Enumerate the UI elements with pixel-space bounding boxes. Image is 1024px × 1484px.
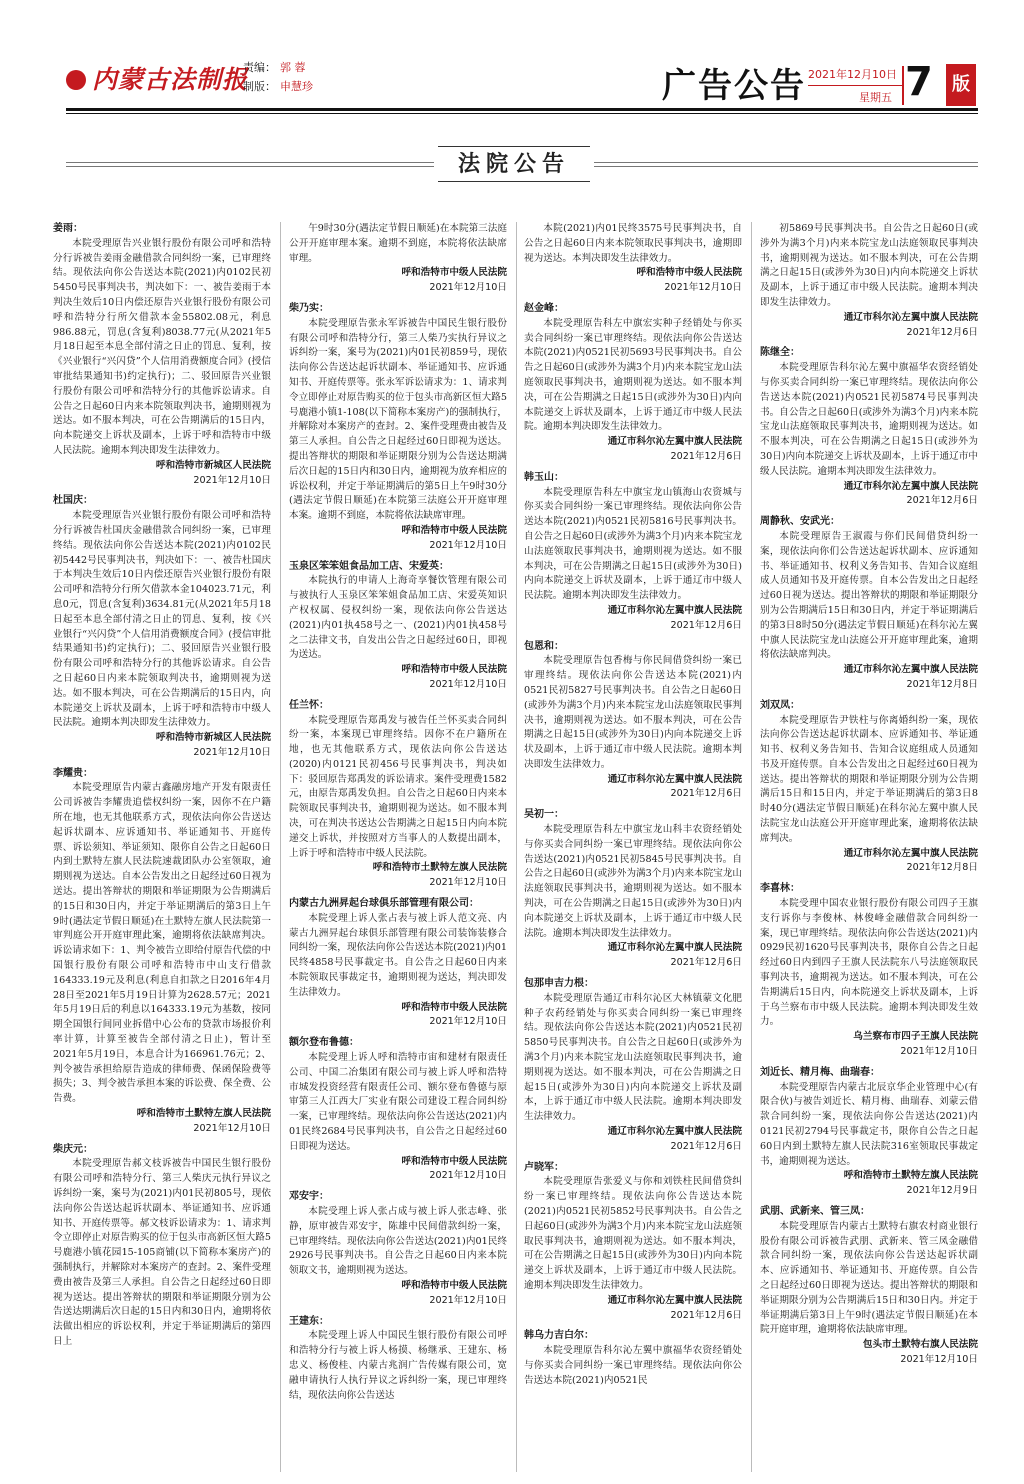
notice-date: 2021年12月10日: [429, 1016, 507, 1028]
court-notice: [524, 222, 742, 296]
banner-line-right-2: [594, 166, 978, 167]
court-notice: [760, 882, 978, 1060]
court-notice: [760, 699, 978, 877]
notice-body: 本院受理原告王淑霞与你们民间借贷纠纷一案，现依法向你们公告送达起诉状副本、应诉通知书、举证通知书、权利义务告知书、告知合议庭组成人员通知书及开庭传票。自本公告发出之日起经过60日视为送达。提出答辩状的期限和举证期限分别为公告期满后15日和30日内，并定于举证期满后的第3日8时50分(遇法定节假日顺延)在科尔沁左翼中旗人民法院宝龙山法庭公开开庭审理此案，逾期将依法缺席判决。: [760, 530, 978, 661]
notice-court: 呼和浩特市中级人民法院: [401, 524, 507, 536]
notice-body: 本院受理中国农业银行股份有限公司四子王旗支行诉你与李俊林、林俊峰金融借款合同纠纷一案，现已审理终结。现依法向你公告送达(2021)内0929民初1620号民事判决书，限你自公告之日起经过60日内到四子王旗人民法院东八号法庭领取民事判决书，逾期视为送达。如不服本判决，可在公告期满后15日内，向本院递交上诉状及副本，上诉于乌兰察布市中级人民法院。逾期本判决即发生效力。: [760, 898, 978, 1028]
notice-court: 呼和浩特市中级人民法院: [401, 1279, 507, 1291]
editor-label: 责编：: [243, 61, 276, 74]
notice-court: 包头市土默特右旗人民法院: [862, 1339, 978, 1351]
notice-date: 2021年12月10日: [193, 1122, 271, 1134]
notice-body: 本院受理原告包香梅与你民间借贷纠纷一案已审理终结。现依法向你公告送达本院(2021)内0521民初5827号民事判决书。自公告之日起60日(或涉外为满3个月)内来本院宝龙山法庭领取民事判决书，逾期则视为送达。如不服本判决，可在公告期满之日起15日(或涉外为30日)内向本院递交上诉状及副本，上诉于通辽市中级人民法院。逾期本判决即发生法律效力。: [524, 655, 742, 770]
notice-court: 呼和浩特市中级人民法院: [636, 267, 742, 279]
notice-party: 姜雨：: [53, 223, 83, 234]
notice-date: 2021年12月10日: [429, 678, 507, 690]
court-notice-banner: [438, 146, 590, 182]
logo-text: 内蒙古法制报: [92, 65, 249, 94]
banner-title: 法院公告: [457, 151, 570, 177]
court-notice: [53, 222, 271, 488]
notice-date: 2021年12月10日: [429, 539, 507, 551]
notice-date: 2021年12月10日: [193, 474, 271, 486]
column-divider: [516, 222, 517, 1472]
notice-court: 呼和浩特市新城区人民法院: [155, 732, 271, 744]
court-notice: [289, 699, 507, 891]
page-suffix-badge: 版: [946, 64, 976, 106]
notice-party: 邓安宇：: [289, 1191, 329, 1203]
notice-court: 呼和浩特市中级人民法院: [401, 1001, 507, 1013]
notice-body: 本院受理原告兴业银行股份有限公司呼和浩特分行诉被告杜国庆金融借款合同纠纷一案，已审理终结。现依法向你公告送达本院(2021)内0102民初5442号民事判决书，判决如下：一、被告杜国庆于本判决生效后10日内偿还原告兴业银行股份有限公司呼和浩特分行所欠借款本金104023.71元，利息0元，罚息(含复利)3634.81元(从2021年5月18日起至本息全部付清之日止的罚息、复利，按《兴业银行“兴闪贷”个人信用消费额度合同》(授信审批结果通知书)约定执行)；二、驳回原告兴业银行股份有限公司呼和浩特分行的其他诉讼请求。自公告之日起60日内来本院领取判决书，逾期则视为送达。如不服本判决，可在公告期满后的15日内，向本院递交上诉状及副本，上诉于呼和浩特市中级人民法院。逾期本判决即发生法律效力。: [53, 510, 271, 729]
notice-date: 2021年12月10日: [429, 282, 507, 294]
notice-body: 本院受理原告科左中旗宝龙山镇海山农资城与你买卖合同纠纷一案已审理终结。现依法向你公告送达本院(2021)内0521民初5816号民事判决书。自公告之日起60日(或涉外为满3个月)内来本院宝龙山法庭领取民事判决书，逾期则视为送达。如不服本判决，可在公告期满之日起15日(或涉外为30日)内向本院递交上诉状及副本，上诉于通辽市中级人民法院。逾期本判决即发生法律效力。: [524, 486, 742, 602]
notice-party: 赵金峰：: [524, 302, 564, 314]
notice-party: 玉泉区笨笨姐食品加工店、宋爱英：: [289, 560, 449, 572]
notice-date: 2021年12月10日: [900, 1353, 978, 1365]
producer-label: 制版：: [243, 80, 276, 93]
notice-party: 刘双凤：: [760, 699, 800, 711]
notice-party: 杜国庆：: [53, 495, 93, 507]
court-notice: [289, 1190, 507, 1308]
notice-court: 通辽市科尔沁左翼中旗人民法院: [607, 604, 742, 616]
notice-body: 本院受理上诉人中国民生银行股份有限公司呼和浩特分行与被上诉人杨摸、杨继承、王建东、杨忠义、杨俊桂、内蒙古兆润广告传媒有限公司，宽融申请执行人执行异议之诉纠纷一案，现已审理终结，现依法向你公告送达: [289, 1330, 507, 1401]
notice-party: 柴庆元：: [53, 1143, 93, 1155]
notice-court: 通辽市科尔沁左翼中旗人民法院: [843, 480, 978, 492]
court-notice: [53, 767, 271, 1137]
notice-party: 王建东：: [289, 1315, 329, 1327]
court-notice: [760, 346, 978, 509]
notice-date: 2021年12月10日: [429, 877, 507, 889]
notice-party: 刘近长、精月梅、曲瑞春：: [760, 1066, 880, 1078]
notice-court: 通辽市科尔沁左翼中旗人民法院: [607, 773, 742, 785]
notice-party: 李耀贵：: [53, 767, 93, 779]
court-notice: [53, 494, 271, 760]
notice-body: 本院受理上诉人张占成与被上诉人张志峰、张静，原审被告邓安宇，陈雄中民间借款纠纷一案，已审理终结。现依法向你公告送达(2021)内01民终2926号民事判决书。自公告之日起60日内来本院领取文书，逾期则视为送达。: [289, 1206, 507, 1277]
issue-date-box: [808, 66, 904, 105]
notice-column-1: [53, 222, 271, 1472]
notice-party: 包恩和：: [524, 640, 564, 652]
notice-date: 2021年12月6日: [906, 326, 978, 338]
notice-party: 柴乃实：: [289, 302, 329, 314]
notice-party: 内蒙古九洲昇起台球俱乐部管理有限公司：: [289, 898, 479, 910]
editor-line: [243, 58, 313, 77]
notice-party: 任兰怀：: [289, 699, 329, 711]
notice-date: 2021年12月10日: [664, 282, 742, 294]
editor-name: 郭 蓉: [280, 61, 306, 74]
issue-date: 2021年12月10日: [808, 66, 902, 86]
notice-date: 2021年12月6日: [670, 619, 742, 631]
notice-column-3: [524, 222, 742, 1472]
court-notice: [524, 1161, 742, 1324]
court-notice: [289, 1036, 507, 1184]
notice-court: 通辽市科尔沁左翼中旗人民法院: [607, 1126, 742, 1138]
notice-body: 本院受理原告科左中旗宏实种子经销处与你买卖合同纠纷一案已审理终结。现依法向你公告送达本院(2021)内0521民初5693号民事判决书。自公告之日起60日(或涉外为满3个月)内来本院宝龙山法庭领取民事判决书，逾期则视为送达。如不服本判决，可在公告期满之日起15日(或涉外为30日)内向本院递交上诉状及副本，上诉于通辽市中级人民法院。逾期本判决即发生法律效力。: [524, 317, 742, 433]
notice-body: 本院受理原告科尔沁左翼中旗福华农资经销处与你买卖合同纠纷一案已审理终结。现依法向你公告送达本院(2021)内0521民初5874号民事判决书。自公告之日起60日(或涉外为满3个月)内来本院宝龙山法庭领取民事判决书，逾期则视为送达。如不服本判决，可在公告期满之日起15日(或涉外为30日)内向本院递交上诉状及副本，上诉于通辽市中级人民法院。逾期本判决即发生法律效力。: [760, 362, 978, 477]
banner-line-left-2: [66, 166, 434, 167]
header-rule-thin: [66, 113, 978, 114]
notice-date: 2021年12月6日: [670, 1309, 742, 1321]
notice-court: 通辽市科尔沁左翼中旗人民法院: [607, 436, 742, 448]
notice-date: 2021年12月10日: [429, 1170, 507, 1182]
court-notice: [289, 302, 507, 554]
court-notice: [524, 471, 742, 634]
column-divider: [280, 222, 281, 1472]
notice-court: 通辽市科尔沁左翼中旗人民法院: [607, 942, 742, 954]
notice-body: 本院受理上诉人张占表与被上诉人范文亮、内蒙古九洲昇起台球俱乐部管理有限公司装饰装修合同纠纷一案，现依法向你公告送达本院(2021)内01民终4858号民事裁定书。自公告之日起60日内来本院领取民事裁定书，逾期则视为送达，判决即发生法律效力。: [289, 912, 507, 998]
court-notice: [53, 1143, 271, 1350]
court-notice: [760, 222, 978, 340]
notice-court: 呼和浩特市中级人民法院: [401, 267, 507, 279]
court-notice: [760, 515, 978, 693]
court-notice: [760, 1205, 978, 1368]
notice-court: 通辽市科尔沁左翼中旗人民法院: [843, 311, 978, 323]
notice-party: 额尔登布鲁德：: [289, 1037, 359, 1049]
notice-court: 通辽市科尔沁左翼中旗人民法院: [843, 664, 978, 676]
court-notice: [524, 302, 742, 465]
notice-column-4: [760, 222, 978, 1472]
notice-party: 韩乌力吉白尔：: [524, 1330, 594, 1342]
notice-court: 乌兰察布市四子王旗人民法院: [853, 1031, 978, 1043]
notice-court: 通辽市科尔沁左翼中旗人民法院: [607, 1294, 742, 1306]
notice-date: 2021年12月6日: [906, 495, 978, 507]
court-notice: [289, 1315, 507, 1404]
notice-court: 呼和浩特市中级人民法院: [401, 1155, 507, 1167]
logo-emblem-icon: [66, 70, 86, 90]
producer-line: [243, 77, 313, 96]
newspaper-logo: [66, 60, 248, 96]
notice-body: 本院受理原告张永军诉被告中国民生银行股份有限公司呼和浩特分行，第三人柴乃实执行异议之诉纠纷一案，案号为(2021)内01民初859号，现依法向你公告送达起诉状副本、举证通知书、应诉通知书、开庭传票等。张永军诉讼请求为：1、请求判令立即停止对原告购买的位于包头市高新区恒大路5号鹿港小镇1-108(以下简称本案房产)的强制执行，并解除对本案房产的查封。2、案件受理费由被告及第三人承担。自公告之日起经过60日即视为送达。提出答辩状的期限和举证期限分别为公告送达期满后次日起的15日内和30日内，逾期视为放弃相应的诉讼权利，并定于举证期满后的第5日上午9时30分(遇法定节假日顺延)在本院第三法庭公开开庭审理本案。逾期不到庭，本院将依法缺席审理。: [289, 317, 507, 522]
notice-party: 包那申吉力根：: [524, 978, 594, 990]
notice-date: 2021年12月8日: [906, 862, 978, 874]
producer-name: 申慧珍: [280, 80, 313, 93]
court-notice: [289, 222, 507, 296]
notice-party: 周静秋、安武光：: [760, 516, 840, 528]
notice-body: 本院受理原告科尔沁左翼中旗福华农资经销处与你买卖合同纠纷一案已审理终结。现依法向你公告送达本院(2021)内0521民: [524, 1345, 742, 1386]
banner-line-left: [66, 162, 434, 163]
column-divider: [751, 222, 752, 1472]
court-notice: [289, 560, 507, 693]
notice-column-2: [289, 222, 507, 1472]
notice-body: 午9时30分(遇法定节假日顺延)在本院第三法庭公开开庭审理本案。逾期不到庭，本院将依法缺席审理。: [289, 223, 507, 264]
notice-body: 本院受理原告尹铁柱与你离婚纠纷一案，现依法向你公告送达起诉状副本、应诉通知书、举证通知书、权利义务告知书、告知合议庭组成人员通知书及开庭传票。自本公告发出之日起经过60日视为送达。提出答辩状的期限和举证期限分别为公告期满后15日和15日内，并定于举证期满后的第3日8时40分(遇法定节假日顺延)在科尔沁左翼中旗人民法院宝龙山法庭公开开庭审理此案，逾期将依法缺席判决。: [760, 714, 978, 844]
notice-date: 2021年12月6日: [670, 450, 742, 462]
section-title: 广告公告: [662, 66, 806, 106]
notice-party: 李喜林：: [760, 883, 800, 895]
notice-body: 本院受理原告张爱义与你和刘铁柱民间借贷纠纷一案已审理终结。现依法向你公告送达本院(2021)内0521民初5852号民事判决书。自公告之日起60日(或涉外为满3个月)内来本院宝龙山法庭领取民事判决书，逾期则视为送达。如不服本判决，可在公告期满之日起15日(或涉外为30日)内向本院递交上诉状及副本，上诉于通辽市中级人民法院。逾期本判决即发生法律效力。: [524, 1176, 742, 1291]
notice-body: 本院受理上诉人呼和浩特市宙和建材有限责任公司、中国二冶集团有限公司与被上诉人呼和浩特市城发投资经营有限责任公司、额尔登布鲁德与原审第三人江西大厂实业有限公司建设工程合同纠纷一案，已审理终结。现依法向你公告送达(2021)内01民终2684号民事判决书，自公告之日起经过60日即视为送达。: [289, 1052, 507, 1152]
masthead: [0, 0, 1024, 110]
notice-body: 本院受理原告内蒙古土默特右旗农村商业银行股份有限公司诉被告武朋、武新来、管三凤金融借款合同纠纷一案，现依法向你公告送达起诉状副本、应诉通知书、举证通知书、开庭传票。自公告之日起经过60日即视为送达。提出答辩状的期限和举证期限分别为公告期满后15日和30日内。并定于举证期满后第3日上午9时(遇法定节假日顺延)在本院开庭审理，逾期将依法缺席审理。: [760, 1220, 978, 1336]
notice-date: 2021年12月8日: [906, 678, 978, 690]
notice-body: 本院受理原告郑禹发与被告任兰怀买卖合同纠纷一案，本案现已审理终结。因你不在户籍所在地，也无其他联系方式，现依法向你公告送达(2020)内0121民初456号民事判决书，判决如下：驳回原告郑禹发的诉讼请求。案件受理费1582元，由原告郑禹发负担。自公告之日起60日内来本院领取民事判决书，逾期则视为送达。如不服本判决，可在判决书送达公告期满之日起15日内向本院递交上诉状，并按照对方当事人的人数提出副本，上诉于呼和浩特市中级人民法院。: [289, 714, 507, 859]
notice-court: 呼和浩特市土默特左旗人民法院: [136, 1108, 271, 1120]
header-rule: [66, 108, 978, 111]
notice-body: 初5869号民事判决书。自公告之日起60日(或涉外为满3个月)内来本院宝龙山法庭领取民事判决书，逾期则视为送达。如不服本判决，可在公告期满之日起15日(或涉外为30日)内向本院递交上诉状及副本，上诉于通辽市中级人民法院。逾期本判决即发生法律效力。: [760, 223, 978, 308]
court-notice: [289, 897, 507, 1030]
notice-body: 本院执行的申请人上海奇享餐饮管理有限公司与被执行人玉泉区笨笨姐食品加工店、宋爱英知识产权权属、侵权纠纷一案，现依法向你公告送达(2021)内01执458号之一、(2021)内01执458号之二法律文书，自发出公告之日起经过60日，即视为送达。: [289, 575, 507, 661]
court-notice: [524, 1329, 742, 1388]
notice-court: 呼和浩特市土默特左旗人民法院: [843, 1170, 978, 1182]
notice-date: 2021年12月9日: [906, 1185, 978, 1197]
notice-court: 呼和浩特市土默特左旗人民法院: [372, 862, 507, 874]
notice-date: 2021年12月10日: [193, 746, 271, 758]
notice-body: 本院受理原告兴业银行股份有限公司呼和浩特分行诉被告姜雨金融借款合同纠纷一案，已审理终结。现依法向你公告送达本院(2021)内0102民初5450号民事判决书，判决如下：一、被告姜雨于本判决生效后10日内偿还原告兴业银行股份有限公司呼和浩特分行所欠借款本金55802.08元，利息986.88元，罚息(含复利)8038.77元(从2021年5月18日起至本息全部付清之日止的罚息、复利，按《兴业银行“兴闪贷”个人信用消费额度合同》(授信审批结果通知书)约定执行)；二、驳回原告兴业银行股份有限公司呼和浩特分行的其他诉讼请求。自公告之日起60日内来本院领取判决书，逾期则视为送达。如不服本判决，可在公告期满后的15日内，向本院递交上诉状及副本，上诉于呼和浩特市中级人民法院。逾期本判决即发生法律效力。: [53, 237, 271, 456]
notice-date: 2021年12月6日: [670, 788, 742, 800]
issue-weekday: 星期五: [859, 91, 892, 104]
notice-date: 2021年12月6日: [670, 1140, 742, 1152]
notice-body: 本院受理原告科左中旗宝龙山科丰农资经销处与你买卖合同纠纷一案已审理终结。现依法向你公告送达(2021)内0521民初5845号民事判决书。自公告之日起60日(或涉外为满3个月)内来本院宝龙山法庭领取民事判决书，逾期则视为送达。如不服本判决，可在公告期满之日起15日(或涉外为30日)内向本院递交上诉状及副本，上诉于通辽市中级人民法院。逾期本判决即发生法律效力。: [524, 824, 742, 939]
court-notice: [524, 977, 742, 1155]
notice-court: 通辽市科尔沁左翼中旗人民法院: [843, 847, 978, 859]
court-notice: [760, 1066, 978, 1199]
notice-date: 2021年12月10日: [429, 1294, 507, 1306]
notice-body: 本院(2021)内01民终3575号民事判决书，自公告之日起60日内来本院领取民事判决书，逾期即视为送达。本判决即发生法律效力。: [524, 223, 742, 264]
notice-date: 2021年12月10日: [900, 1046, 978, 1058]
banner-line-right: [594, 162, 978, 163]
notice-body: 本院受理原告郝文枝诉被告中国民生银行股份有限公司呼和浩特分行、第三人柴庆元执行异议之诉纠纷一案，案号为(2021)内01民初805号，现依法向你公告送达起诉状副本、举证通知书、应诉通知书、开庭传票等。郝文枝诉讼请求为：1、请求判令立即停止对原告购买的位于包头市高新区恒大路5号鹿港小镇花园15-105商铺(以下简称本案房产)的强制执行，并解除对本案房产的查封。2、案件受理费由被告及第三人承担。自公告之日起经过60日即视为送达。提出答辩状的期限和举证期限分别为公告送达期满后次日起的15日内和30日内，逾期将依法做出相应的诉讼权利，并定于举证期满后的第四日上: [53, 1158, 271, 1347]
notice-body: 本院受理原告内蒙古北辰京华企业管理中心(有限合伙)与被告刘近长、精月梅、曲瑞春、刘蒙云借款合同纠纷一案，现依法向你公告送达(2021)内0121民初2794号民事裁定书，限你自公告之日起60日内到土默特左旗人民法院316室领取民事裁定书，逾期则视为送达。: [760, 1081, 978, 1167]
notice-party: 卢晓军：: [524, 1161, 564, 1173]
court-notice: [524, 640, 742, 803]
page-number: 7: [905, 59, 933, 105]
editor-credits: [243, 58, 313, 96]
notice-court: 呼和浩特市中级人民法院: [401, 664, 507, 676]
notice-body: 本院受理原告内蒙古鑫融房地产开发有限责任公司诉被告李耀贵追偿权纠纷一案，因你不在户籍所在地，也无其他联系方式，现依法向你公告送达起诉状副本、应诉通知书、举证通知书、开庭传票、诉讼须知、举证须知、限你自公告之日起60日内到土默特左旗人民法院速裁团队办公室领取，逾期则视为送达。自本公告发出之日起经过60日视为送达。提出答辩状的期限和举证期限为公告期满后的15日和30日内，并定于举证期满后的第3日上午9时(遇法定节假日顺延)在土默特左旗人民法院第一审判庭公开开庭审理此案，逾期将依法缺席判决。诉讼请求如下：1、判令被告立即给付原告代偿的中国银行股份有限公司呼和浩特市中山支行借款164333.19元及利息(利息自扣款之日2016年4月28日至2021年5月19日计算为2628.57元；2021年5月19日后的利息以164333.19元为基数，按同期全国银行间同业拆借中心公布的贷款市场报价利率计算，计算至被告全部付清之日止)，暂计至2021年5月19日，本息合计为166961.76元；2、判令被告承担给原告造成的律师费、保函保险费等损失；3、判令被告承担本案的诉讼费、保全费、公告费。: [53, 782, 271, 1105]
notice-party: 吴初一：: [524, 809, 564, 821]
court-notice: [524, 808, 742, 971]
notice-date: 2021年12月6日: [670, 957, 742, 969]
notice-party: 韩玉山：: [524, 471, 564, 483]
notice-court: 呼和浩特市新城区人民法院: [155, 459, 271, 471]
notice-body: 本院受理原告通辽市科尔沁区大林镇蒙文化肥种子农药经销处与你买卖合同纠纷一案已审理终结。现依法向你公告送达本院(2021)内0521民初5850号民事判决书。自公告之日起60日(或涉外为满3个月)内来本院宝龙山法庭领取民事判决书，逾期则视为送达。如不服本判决，可在公告期满之日起15日(或涉外为30日)内向本院递交上诉状及副本，上诉于通辽市中级人民法院。逾期本判决即发生法律效力。: [524, 992, 742, 1123]
notice-party: 陈继全：: [760, 347, 800, 359]
notice-party: 武朋、武新来、管三凤：: [760, 1206, 870, 1217]
